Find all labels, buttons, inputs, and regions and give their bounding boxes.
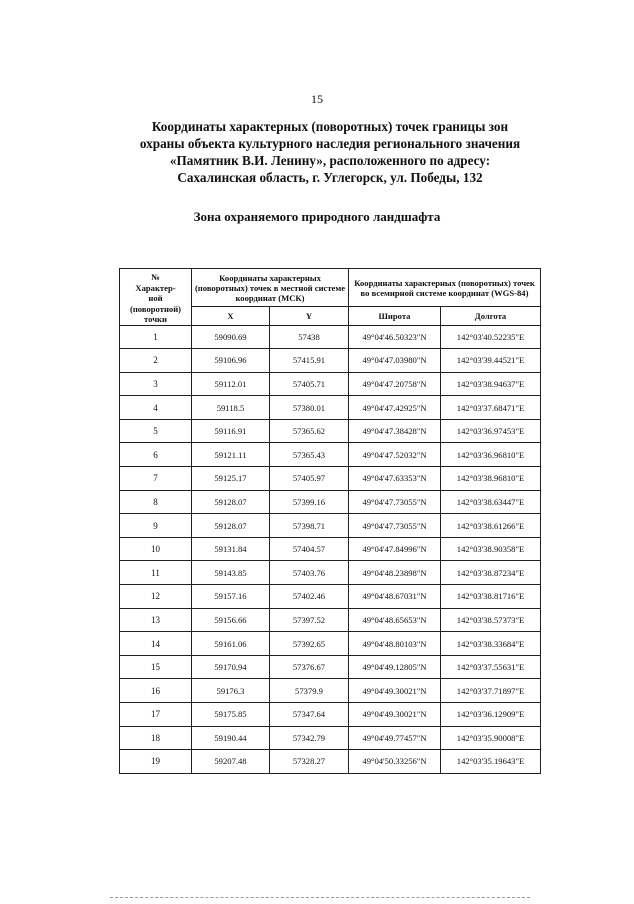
y-cell: 57405.71 <box>270 372 349 396</box>
x-cell: 59156.66 <box>192 608 270 632</box>
table-row <box>120 655 541 679</box>
y-cell: 57404.57 <box>270 537 349 561</box>
header-num-line: точки <box>144 314 167 324</box>
title-line: Координаты характерных (поворотных) точек границы зон <box>151 119 509 134</box>
table-row <box>120 679 541 703</box>
header-msk: Координаты характерных (поворотных) точек в местной системе координат (МСК) <box>192 269 349 307</box>
title-line: Сахалинская область, г. Углегорск, ул. Победы, 132 <box>177 170 483 185</box>
x-cell: 59170.94 <box>192 655 270 679</box>
y-cell: 57403.76 <box>270 561 349 585</box>
x-cell: 59207.48 <box>192 750 270 774</box>
latitude-cell: 49°04'49.30021"N <box>349 679 441 703</box>
table-row <box>120 585 541 609</box>
longitude-cell: 142°03'38.94637"E <box>441 372 541 396</box>
latitude-cell: 49°04'48.65653"N <box>349 608 441 632</box>
point-number-cell: 11 <box>120 561 192 585</box>
y-cell: 57438 <box>270 325 349 349</box>
x-cell: 59128.07 <box>192 490 270 514</box>
x-cell: 59121.11 <box>192 443 270 467</box>
x-cell: 59190.44 <box>192 726 270 750</box>
y-cell: 57392.65 <box>270 632 349 656</box>
header-wgs: Координаты характерных (поворотных) точек во всемирной системе координат (WGS-84) <box>349 269 541 307</box>
point-number-cell: 7 <box>120 467 192 491</box>
table-body <box>120 325 541 773</box>
longitude-cell: 142°03'35.19643"E <box>441 750 541 774</box>
table-row <box>120 608 541 632</box>
x-cell: 59106.96 <box>192 349 270 373</box>
latitude-cell: 49°04'47.73055"N <box>349 514 441 538</box>
longitude-cell: 142°03'36.12909"E <box>441 703 541 727</box>
latitude-cell: 49°04'46.50323"N <box>349 325 441 349</box>
x-cell: 59090.69 <box>192 325 270 349</box>
page-number: 15 <box>311 92 323 106</box>
y-cell: 57402.46 <box>270 585 349 609</box>
latitude-cell: 49°04'48.80103"N <box>349 632 441 656</box>
title-line: «Памятник В.И. Ленину», расположенного по адресу: <box>169 153 491 168</box>
y-cell: 57415.91 <box>270 349 349 373</box>
longitude-cell: 142°03'38.81716"E <box>441 585 541 609</box>
longitude-cell: 142°03'38.61266"E <box>441 514 541 538</box>
longitude-cell: 142°03'37.55631"E <box>441 655 541 679</box>
title-line: охраны объекта культурного наследия регионального значения <box>139 136 521 151</box>
header-longitude: Долгота <box>441 307 541 325</box>
y-cell: 57405.97 <box>270 467 349 491</box>
x-cell: 59175.85 <box>192 703 270 727</box>
table-row <box>120 372 541 396</box>
point-number-cell: 8 <box>120 490 192 514</box>
point-number-cell: 2 <box>120 349 192 373</box>
header-latitude: Широта <box>349 307 441 325</box>
table-row <box>120 325 541 349</box>
latitude-cell: 49°04'48.23898"N <box>349 561 441 585</box>
latitude-cell: 49°04'49.30021"N <box>349 703 441 727</box>
table-row <box>120 349 541 373</box>
table-row <box>120 396 541 420</box>
longitude-cell: 142°03'38.96810"E <box>441 467 541 491</box>
longitude-cell: 142°03'38.57373"E <box>441 608 541 632</box>
longitude-cell: 142°03'38.90358"E <box>441 537 541 561</box>
point-number-cell: 3 <box>120 372 192 396</box>
point-number-cell: 10 <box>120 537 192 561</box>
y-cell: 57347.64 <box>270 703 349 727</box>
table-row <box>120 537 541 561</box>
longitude-cell: 142°03'37.71897"E <box>441 679 541 703</box>
x-cell: 59128.07 <box>192 514 270 538</box>
header-num-line: № <box>151 272 160 282</box>
longitude-cell: 142°03'36.96810"E <box>441 443 541 467</box>
latitude-cell: 49°04'50.33256"N <box>349 750 441 774</box>
point-number-cell: 16 <box>120 679 192 703</box>
latitude-cell: 49°04'47.20758"N <box>349 372 441 396</box>
y-cell: 57398.71 <box>270 514 349 538</box>
point-number-cell: 1 <box>120 325 192 349</box>
table-row <box>120 632 541 656</box>
x-cell: 59157.16 <box>192 585 270 609</box>
latitude-cell: 49°04'47.52032"N <box>349 443 441 467</box>
x-cell: 59112.01 <box>192 372 270 396</box>
longitude-cell: 142°03'38.33684"E <box>441 632 541 656</box>
y-cell: 57380.01 <box>270 396 349 420</box>
page-edge-line <box>110 897 530 898</box>
y-cell: 57328.27 <box>270 750 349 774</box>
latitude-cell: 49°04'47.42925"N <box>349 396 441 420</box>
point-number-cell: 19 <box>120 750 192 774</box>
point-number-cell: 4 <box>120 396 192 420</box>
y-cell: 57365.62 <box>270 419 349 443</box>
latitude-cell: 49°04'47.03980"N <box>349 349 441 373</box>
latitude-cell: 49°04'47.73055"N <box>349 490 441 514</box>
point-number-cell: 12 <box>120 585 192 609</box>
latitude-cell: 49°04'49.77457"N <box>349 726 441 750</box>
longitude-cell: 142°03'38.87234"E <box>441 561 541 585</box>
table-header-row <box>120 269 541 307</box>
x-cell: 59176.3 <box>192 679 270 703</box>
point-number-cell: 18 <box>120 726 192 750</box>
table-row <box>120 750 541 774</box>
header-num-line: Характер- <box>135 282 176 293</box>
point-number-cell: 13 <box>120 608 192 632</box>
longitude-cell: 142°03'40.52235"E <box>441 325 541 349</box>
y-cell: 57399.16 <box>270 490 349 514</box>
header-x: X <box>192 307 270 325</box>
header-num-line: (поворотной) <box>129 303 182 314</box>
x-cell: 59161.06 <box>192 632 270 656</box>
y-cell: 57342.79 <box>270 726 349 750</box>
point-number-cell: 15 <box>120 655 192 679</box>
latitude-cell: 49°04'48.67031"N <box>349 585 441 609</box>
x-cell: 59143.85 <box>192 561 270 585</box>
point-number-cell: 5 <box>120 419 192 443</box>
latitude-cell: 49°04'49.12805"N <box>349 655 441 679</box>
table-row <box>120 443 541 467</box>
longitude-cell: 142°03'36.97453"E <box>441 419 541 443</box>
longitude-cell: 142°03'38.63447"E <box>441 490 541 514</box>
document-title <box>80 118 580 186</box>
point-number-cell: 6 <box>120 443 192 467</box>
longitude-cell: 142°03'35.90008"E <box>441 726 541 750</box>
zone-title: Зона охраняемого природного ландшафта <box>193 209 441 224</box>
y-cell: 57379.9 <box>270 679 349 703</box>
x-cell: 59131.84 <box>192 537 270 561</box>
x-cell: 59118.5 <box>192 396 270 420</box>
point-number-cell: 9 <box>120 514 192 538</box>
y-cell: 57376.67 <box>270 655 349 679</box>
header-point-number <box>120 269 192 326</box>
header-num-line: ной <box>148 293 163 303</box>
table-row <box>120 490 541 514</box>
longitude-cell: 142°03'39.44521"E <box>441 349 541 373</box>
latitude-cell: 49°04'47.63353"N <box>349 467 441 491</box>
table-row <box>120 514 541 538</box>
table-row <box>120 419 541 443</box>
point-number-cell: 17 <box>120 703 192 727</box>
y-cell: 57365.43 <box>270 443 349 467</box>
point-number-cell: 14 <box>120 632 192 656</box>
x-cell: 59125.17 <box>192 467 270 491</box>
longitude-cell: 142°03'37.68471"E <box>441 396 541 420</box>
header-y: Y <box>270 307 349 325</box>
y-cell: 57397.52 <box>270 608 349 632</box>
latitude-cell: 49°04'47.38428"N <box>349 419 441 443</box>
table-row <box>120 561 541 585</box>
table-row <box>120 703 541 727</box>
coordinates-table <box>119 268 541 774</box>
table-row <box>120 726 541 750</box>
latitude-cell: 49°04'47.84996"N <box>349 537 441 561</box>
table-row <box>120 467 541 491</box>
x-cell: 59116.91 <box>192 419 270 443</box>
